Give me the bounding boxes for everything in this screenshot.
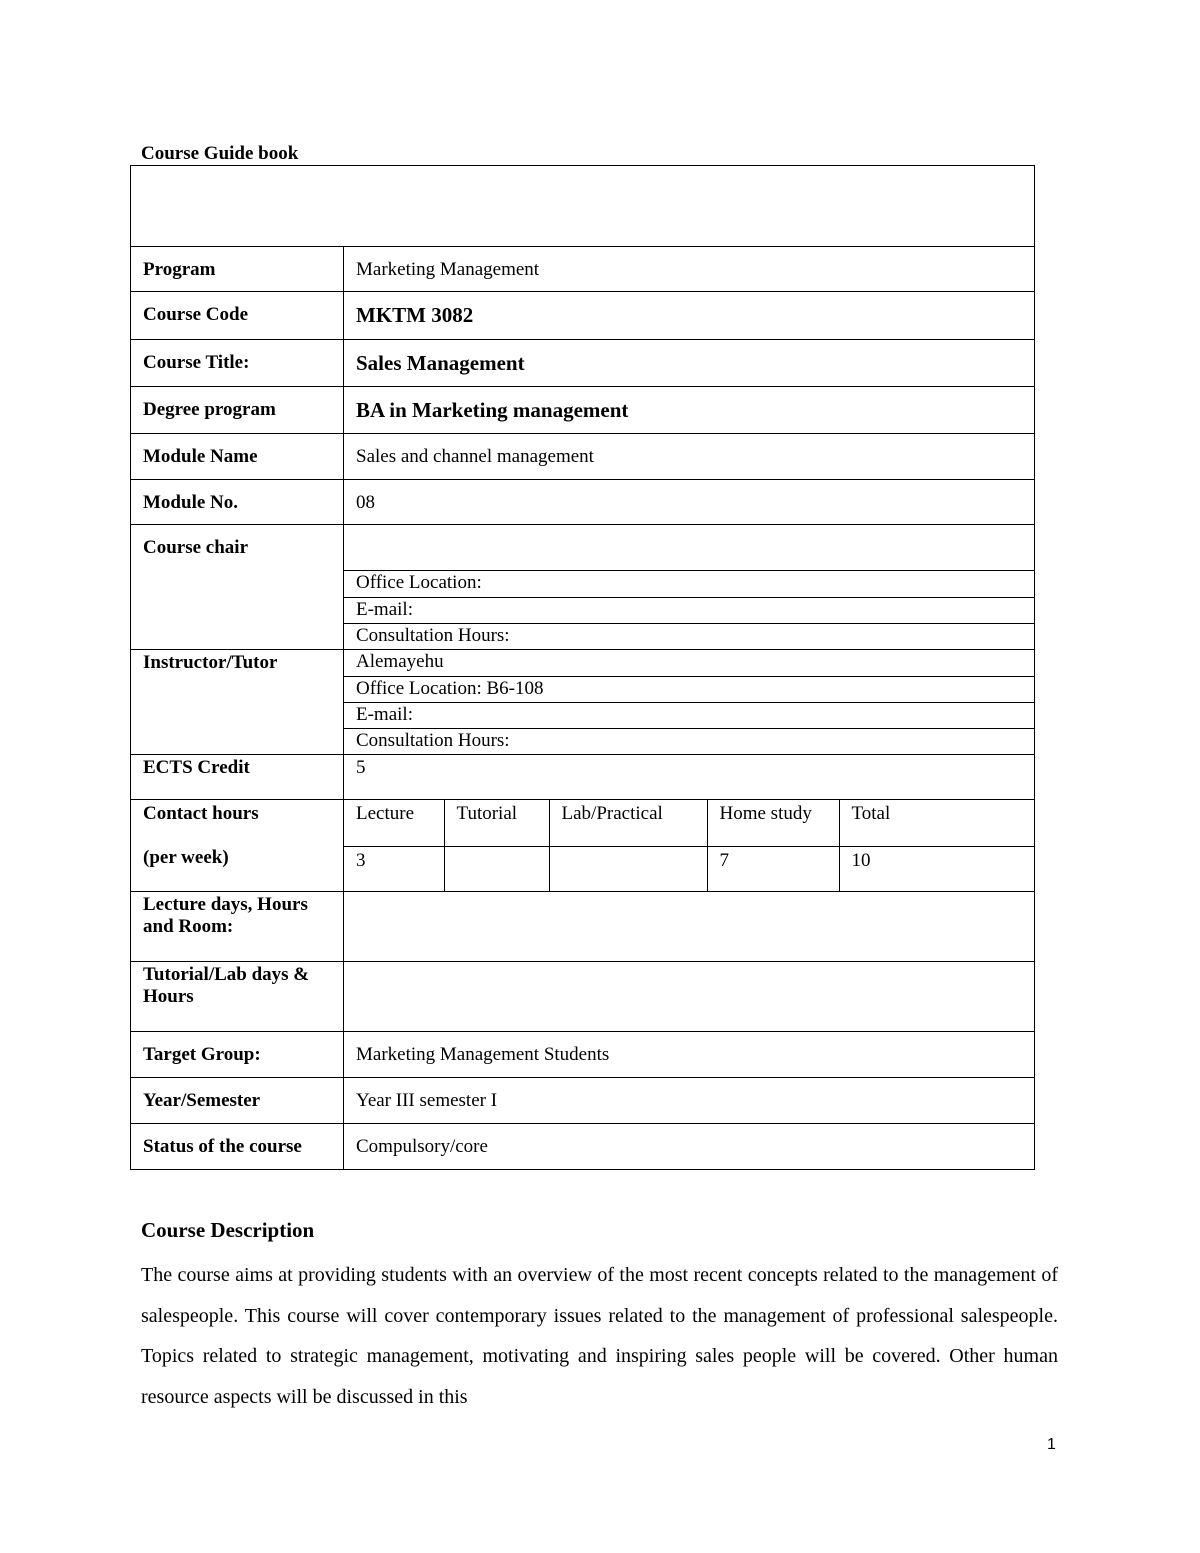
contact-hours-value-row bbox=[344, 846, 1034, 891]
course-code-label: Course Code bbox=[131, 292, 344, 340]
table-row bbox=[131, 800, 1035, 892]
header-tutorial: Tutorial bbox=[444, 800, 549, 846]
header-total: Total bbox=[839, 800, 1034, 846]
instructor-name: Alemayehu bbox=[344, 650, 1034, 677]
status-label: Status of the course bbox=[131, 1124, 344, 1170]
ects-label: ECTS Credit bbox=[131, 755, 344, 800]
lecture-days-label: Lecture days, Hours and Room: bbox=[131, 892, 344, 962]
degree-program-label: Degree program bbox=[131, 387, 344, 434]
table-row bbox=[131, 340, 1035, 387]
contact-hours-grid-cell bbox=[344, 800, 1035, 892]
table-row bbox=[131, 1032, 1035, 1078]
value-lab-practical bbox=[549, 846, 707, 891]
instructor-office: Office Location: B6-108 bbox=[344, 677, 1034, 703]
course-chair-label: Course chair bbox=[131, 525, 344, 650]
ects-value: 5 bbox=[344, 755, 1035, 800]
program-value: Marketing Management bbox=[344, 247, 1035, 292]
course-chair-name bbox=[344, 525, 1034, 571]
module-no-label: Module No. bbox=[131, 480, 344, 525]
description-heading: Course Description bbox=[141, 1218, 315, 1242]
tutorial-days-value bbox=[344, 962, 1035, 1032]
table-row bbox=[131, 755, 1035, 800]
value-home-study: 7 bbox=[707, 846, 839, 891]
target-group-label: Target Group: bbox=[131, 1032, 344, 1078]
module-no-value: 08 bbox=[344, 480, 1035, 525]
document-title: Course Guide book bbox=[141, 143, 299, 164]
table-row bbox=[131, 480, 1035, 525]
table-row bbox=[131, 434, 1035, 480]
header-lab-practical: Lab/Practical bbox=[549, 800, 707, 846]
value-tutorial bbox=[444, 846, 549, 891]
header-home-study: Home study bbox=[707, 800, 839, 846]
table-row bbox=[131, 962, 1035, 1032]
degree-program-value: BA in Marketing management bbox=[344, 387, 1035, 434]
status-value: Compulsory/core bbox=[344, 1124, 1035, 1170]
empty-header-cell bbox=[131, 166, 1035, 247]
course-chair-details bbox=[344, 525, 1035, 650]
program-label: Program bbox=[131, 247, 344, 292]
year-semester-label: Year/Semester bbox=[131, 1078, 344, 1124]
contact-hours-header-row bbox=[344, 800, 1034, 846]
value-total: 10 bbox=[839, 846, 1034, 891]
description-text: The course aims at providing students with an overview of the most recent concepts related to the management of salespeople. This course will cover contemporary issues related to the management of professional salespeople. Topics related to strategic management, motivating and inspiring sales people will be covered. Other human resource aspects will be discussed in this bbox=[141, 1264, 1058, 1408]
table-row bbox=[131, 166, 1035, 247]
page-number: 1 bbox=[1047, 1436, 1056, 1453]
instructor-details bbox=[344, 650, 1035, 755]
course-info-table bbox=[130, 165, 1035, 1170]
table-row bbox=[131, 1124, 1035, 1170]
course-code-value: MKTM 3082 bbox=[344, 292, 1035, 340]
header-lecture: Lecture bbox=[344, 800, 444, 846]
table-row bbox=[131, 387, 1035, 434]
tutorial-days-label: Tutorial/Lab days & Hours bbox=[131, 962, 344, 1032]
module-name-label: Module Name bbox=[131, 434, 344, 480]
course-chair-office: Office Location: bbox=[344, 571, 1034, 598]
instructor-label: Instructor/Tutor bbox=[131, 650, 344, 755]
table-row bbox=[131, 247, 1035, 292]
table-row bbox=[131, 1078, 1035, 1124]
course-chair-email: E-mail: bbox=[344, 598, 1034, 624]
table-row bbox=[131, 292, 1035, 340]
target-group-value: Marketing Management Students bbox=[344, 1032, 1035, 1078]
table-row bbox=[131, 892, 1035, 962]
contact-hours-label-cell bbox=[131, 800, 344, 892]
table-row bbox=[131, 650, 1035, 755]
contact-hours-label: Contact hours bbox=[143, 803, 259, 824]
contact-hours-sublabel: (per week) bbox=[143, 847, 229, 868]
course-chair-consultation: Consultation Hours: bbox=[356, 625, 510, 646]
module-name-value: Sales and channel management bbox=[344, 434, 1035, 480]
instructor-consultation: Consultation Hours: bbox=[356, 730, 510, 751]
lecture-days-value bbox=[344, 892, 1035, 962]
contact-hours-grid bbox=[344, 800, 1034, 891]
instructor-email: E-mail: bbox=[344, 703, 1034, 729]
year-semester-value: Year III semester I bbox=[344, 1078, 1035, 1124]
value-lecture: 3 bbox=[344, 846, 444, 891]
table-row bbox=[131, 525, 1035, 650]
course-title-value: Sales Management bbox=[344, 340, 1035, 387]
course-title-label: Course Title: bbox=[131, 340, 344, 387]
